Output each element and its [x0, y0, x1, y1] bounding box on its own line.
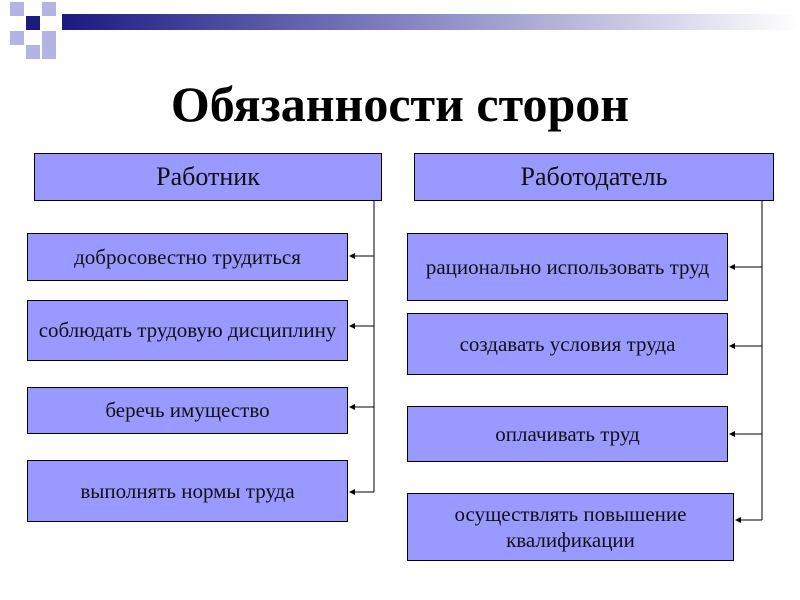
decor-square: [10, 31, 24, 45]
employer-duty-1: рационально использовать труд: [407, 233, 728, 301]
employer-duty-3: оплачивать труд: [407, 406, 728, 462]
page-title: Обязанности сторон: [170, 76, 630, 132]
employee-duty-3: беречь имущество: [27, 387, 348, 434]
decor-square: [42, 31, 56, 45]
decor-square: [42, 45, 56, 59]
decor-square: [10, 2, 24, 16]
header-employer: Работодатель: [414, 153, 774, 201]
decor-square: [26, 16, 40, 30]
decor-square: [42, 2, 56, 16]
employee-duty-2: соблюдать трудовую дисциплину: [27, 300, 348, 361]
decor-square: [26, 45, 40, 59]
decor-bar: [62, 14, 800, 30]
employer-duty-4: осуществлять повышение квалификации: [407, 493, 734, 561]
header-employee: Работник: [34, 153, 382, 201]
employee-duty-1: добросовестно трудиться: [27, 233, 348, 281]
employer-duty-2: создавать условия труда: [407, 313, 728, 375]
decorative-banner: [0, 0, 800, 60]
employee-duty-4: выполнять нормы труда: [27, 460, 348, 522]
